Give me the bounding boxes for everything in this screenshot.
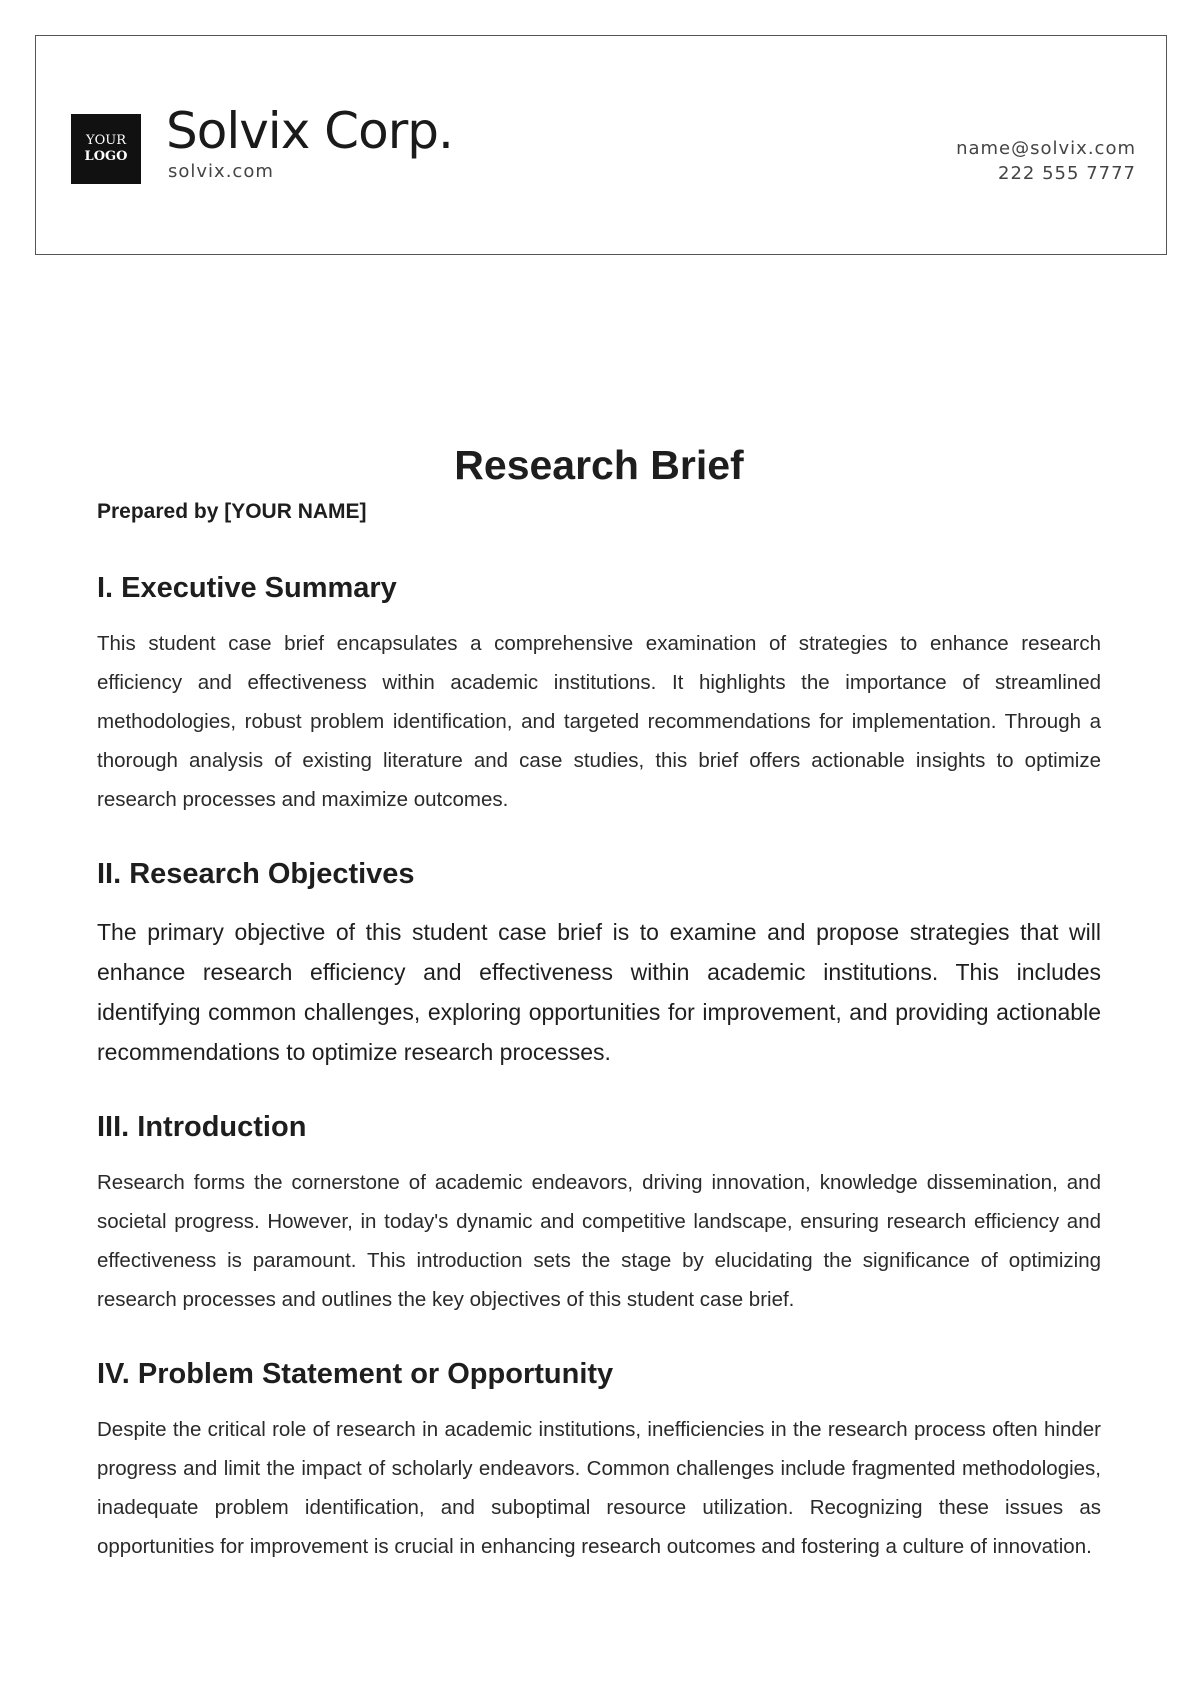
company-name: Solvix Corp.: [166, 102, 453, 160]
section-heading: III. Introduction: [97, 1111, 307, 1143]
section-heading: I. Executive Summary: [97, 572, 397, 604]
section-research-objectives: [97, 856, 1101, 1072]
section-body: The primary objective of this student case brief is to examine and propose strategies that will enhance research efficiency and effectiveness within academic institutions. This includes identifying common challenges, exploring opportunities for improvement, and providing actionable recommendations to optimize research processes.: [97, 919, 1101, 1065]
prepared-by: Prepared by [YOUR NAME]: [97, 500, 367, 523]
contact-phone: 222 555 7777: [998, 163, 1136, 184]
section-heading: II. Research Objectives: [97, 858, 415, 890]
section-problem-statement: [97, 1356, 1101, 1566]
contact-info: [956, 136, 1136, 186]
section-body: This student case brief encapsulates a comprehensive examination of strategies to enhance research efficiency and effectiveness within academic institutions. It highlights the importance of streamlined methodologies, robust problem identification, and targeted recommendations for implementation. Through a thorough analysis of existing literature and case studies, this brief offers actionable insights to optimize research processes and maximize outcomes.: [97, 632, 1101, 811]
section-executive-summary: [97, 570, 1101, 819]
company-logo: [71, 114, 141, 184]
logo-text-line1: YOUR: [86, 133, 126, 148]
section-body: Research forms the cornerstone of academic endeavors, driving innovation, knowledge dissemination, and societal progress. However, in today's dynamic and competitive landscape, ensuring research efficiency and effectiveness is paramount. This introduction sets the stage by elucidating the significance of optimizing research processes and outlines the key objectives of this student case brief.: [97, 1171, 1101, 1311]
section-introduction: [97, 1109, 1101, 1319]
logo-text-line2: LOGO: [84, 149, 128, 164]
letterhead: [35, 35, 1167, 255]
contact-email: name@solvix.com: [956, 138, 1136, 159]
company-website: solvix.com: [168, 161, 274, 182]
section-heading: IV. Problem Statement or Opportunity: [97, 1358, 614, 1390]
section-body: Despite the critical role of research in academic institutions, inefficiencies in the research process often hinder progress and limit the impact of scholarly endeavors. Common challenges include fragmented methodologies, inadequate problem identification, and suboptimal resource utilization. Recognizing these issues as opportunities for improvement is crucial in enhancing research outcomes and fostering a culture of innovation.: [97, 1418, 1101, 1558]
document-body: [97, 440, 1101, 1566]
document-title: Research Brief: [454, 442, 744, 488]
